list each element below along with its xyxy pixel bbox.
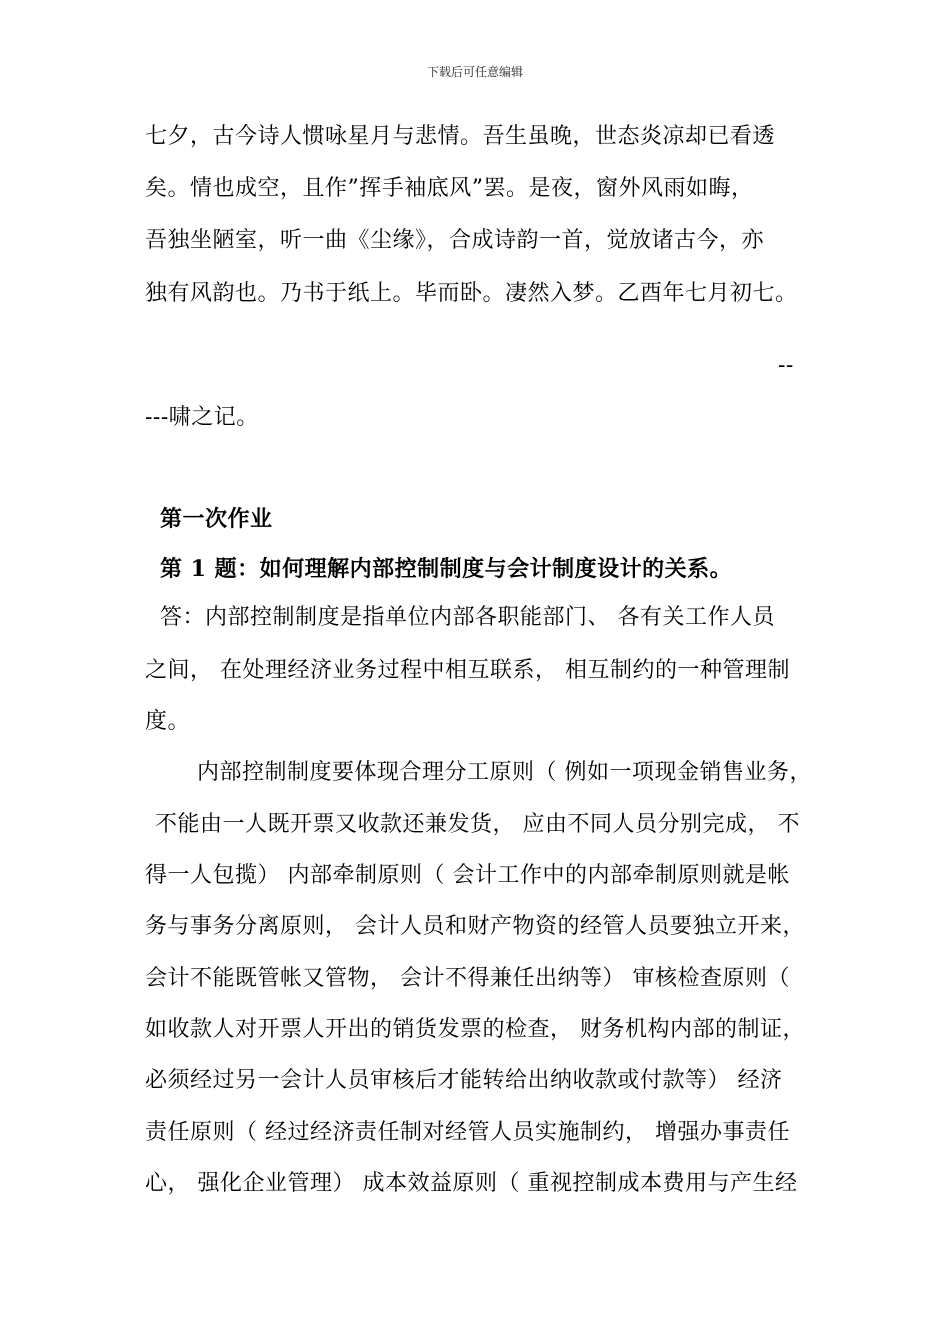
- paragraph-line: 责任原则（ 经过经济责任制对经管人员实施制约， 增强办事责任: [145, 1120, 790, 1145]
- page-header: 下载后可任意编辑: [426, 65, 523, 79]
- paragraph-line: 务与事务分离原则， 会计人员和财产物资的经管人员要独立开来，: [145, 914, 805, 939]
- answer-line: 之间， 在处理经济业务过程中相互联系， 相互制约的一种管理制: [145, 658, 790, 683]
- answer-line: 答：内部控制制度是指单位内部各职能部门、 各有关工作人员: [160, 605, 775, 630]
- preface-line: 吾独坐陋室，听一曲《尘缘》，合成诗韵一首，觉放诸古今，亦: [145, 228, 765, 253]
- preface-line: 独有风韵也。乃书于纸上。毕而卧。凄然入梦。乙酉年七月初七。: [145, 281, 798, 306]
- answer-line: 度。: [145, 709, 191, 734]
- preface-line: 七夕，古今诗人惯咏星月与悲情。吾生虽晚，世态炎凉却已看透: [145, 124, 776, 149]
- paragraph-line: 心， 强化企业管理） 成本效益原则（ 重视控制成本费用与产生经: [145, 1171, 798, 1196]
- question-heading: 第 1 题：如何理解内部控制制度与会计制度设计的关系。: [160, 556, 733, 582]
- paragraph-line: 得一人包揽） 内部牵制原则（ 会计工作中的内部牵制原则就是帐: [145, 863, 790, 888]
- paragraph-line: 如收款人对开票人开出的销货发票的检查， 财务机构内部的制证，: [145, 1017, 805, 1042]
- paragraph-line: 必须经过另一会计人员审核后才能转给出纳收款或付款等） 经济: [145, 1068, 783, 1093]
- signature: ---啸之记。: [145, 405, 259, 430]
- paragraph-line: 不能由一人既开票又收款还兼发货， 应由不同人员分别完成， 不: [155, 812, 800, 837]
- assignment-title: 第一次作业: [160, 506, 273, 532]
- paragraph-line: 会计不能既管帐又管物， 会计不得兼任出纳等） 审核检查原则（: [145, 966, 790, 991]
- preface-line: 矣。情也成空，且作”挥手袖底风”罢。是夜，窗外风雨如晦，: [145, 176, 754, 201]
- paragraph-line: 内部控制制度要体现合理分工原则（ 例如一项现金销售业务，: [197, 760, 812, 785]
- signature-dashes: --: [778, 353, 794, 378]
